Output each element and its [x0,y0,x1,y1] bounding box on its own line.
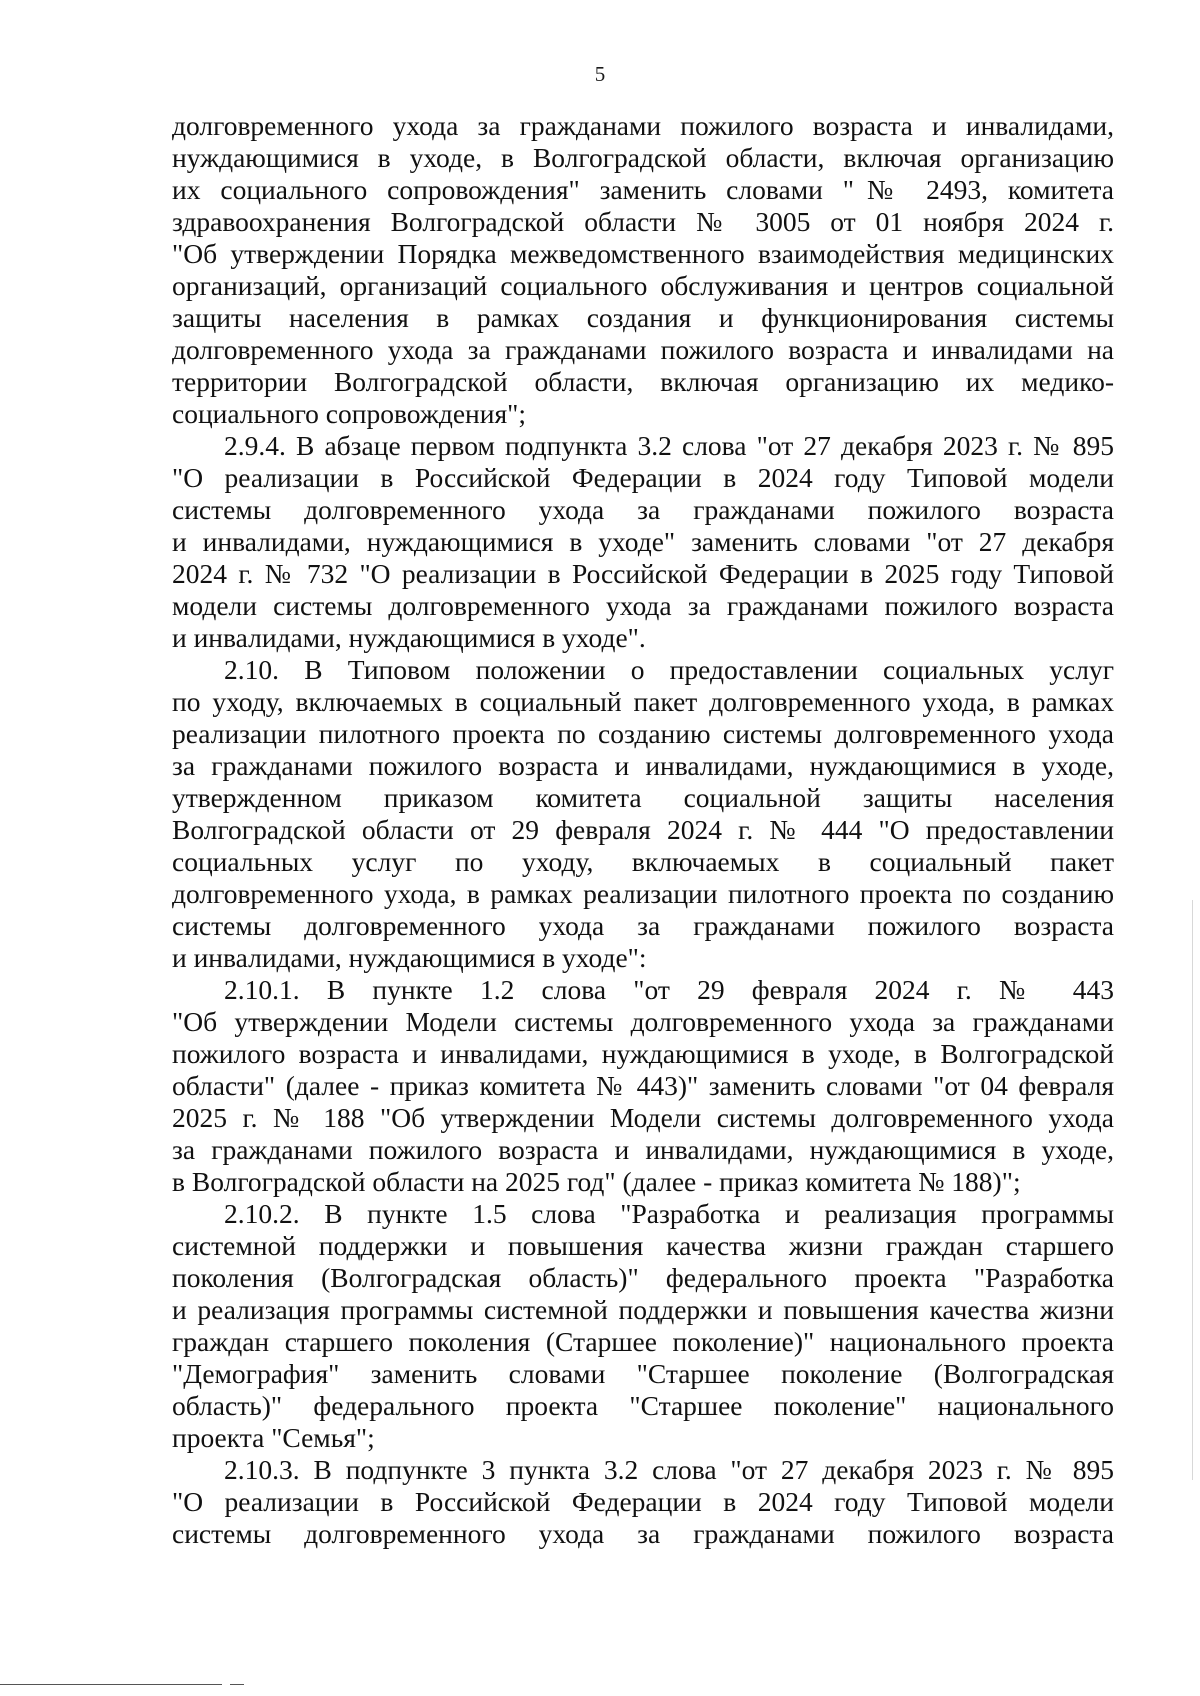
text-line: "Об утверждении Модели системы долговременного ухода за гражданами [172,1006,1114,1037]
text-line: долговременного ухода за гражданами пожилого возраста и инвалидами на [172,334,1114,365]
document-body [172,110,1114,1550]
paragraph-first-line: 2.10.2. В пункте 1.5 слова "Разработка и реализация программы [224,1198,1114,1229]
text-line: в Волгоградской области на 2025 год" (далее - приказ комитета № 188)"; [172,1166,1021,1197]
text-line: системы долговременного ухода за гражданами пожилого возраста [172,1518,1114,1549]
text-line: системной поддержки и повышения качества жизни граждан старшего [172,1230,1114,1261]
text-line: долговременного ухода, в рамках реализации пилотного проекта по созданию [172,878,1114,909]
text-line: по уходу, включаемых в социальный пакет долговременного ухода, в рамках [172,686,1114,717]
text-line: социальных услуг по уходу, включаемых в социальный пакет [172,846,1114,877]
text-line: за гражданами пожилого возраста и инвалидами, нуждающимися в уходе, [172,750,1114,781]
text-line: их социального сопровождения" заменить словами "№ 2493, комитета [172,174,1114,205]
text-line: системы долговременного ухода за гражданами пожилого возраста [172,494,1114,525]
paragraph-first-line: 2.10. В Типовом положении о предоставлении социальных услуг [224,654,1114,685]
text-line: области" (далее - приказ комитета № 443)" заменить словами "от 04 февраля [172,1070,1114,1101]
text-line: "Демография" заменить словами "Старшее поколение (Волгоградская [172,1358,1114,1389]
text-line: область)" федерального проекта "Старшее поколение" национального [172,1390,1114,1421]
text-line: утвержденном приказом комитета социальной защиты населения [172,782,1114,813]
text-line: "Об утверждении Порядка межведомственного взаимодействия медицинских [172,238,1114,269]
text-line: 2025 г. № 188 "Об утверждении Модели системы долговременного ухода [172,1102,1114,1133]
text-line: пожилого возраста и инвалидами, нуждающимися в уходе, в Волгоградской [172,1038,1114,1069]
text-line: и реализация программы системной поддержки и повышения качества жизни [172,1294,1114,1325]
text-line: поколения (Волгоградская область)" федерального проекта "Разработка [172,1262,1114,1293]
page-number: 5 [594,62,606,86]
paragraph-first-line: 2.9.4. В абзаце первом подпункта 3.2 слова "от 27 декабря 2023 г. № 895 [224,430,1114,461]
text-line: за гражданами пожилого возраста и инвалидами, нуждающимися в уходе, [172,1134,1114,1165]
text-line: и инвалидами, нуждающимися в уходе". [172,622,646,653]
paragraph-first-line: 2.10.3. В подпункте 3 пункта 3.2 слова "от 27 декабря 2023 г. № 895 [224,1454,1114,1485]
text-line: граждан старшего поколения (Старшее поколение)" национального проекта [172,1326,1114,1357]
text-line: проекта "Семья"; [172,1422,375,1453]
text-line: социального сопровождения"; [172,398,526,429]
text-line: и инвалидами, нуждающимися в уходе": [172,942,647,973]
footer-rule [0,1684,222,1685]
text-line: нуждающимися в уходе, в Волгоградской области, включая организацию [172,142,1114,173]
text-line: Волгоградской области от 29 февраля 2024 г. № 444 "О предоставлении [172,814,1114,845]
text-line: системы долговременного ухода за гражданами пожилого возраста [172,910,1114,941]
text-line: и инвалидами, нуждающимися в уходе" заменить словами "от 27 декабря [172,526,1114,557]
paragraph-first-line: 2.10.1. В пункте 1.2 слова "от 29 февраля 2024 г. № 443 [224,974,1114,1005]
text-line: территории Волгоградской области, включая организацию их медико- [172,366,1114,397]
text-line: 2024 г. № 732 "О реализации в Российской Федерации в 2025 году Типовой [172,558,1114,589]
text-line: модели системы долговременного ухода за гражданами пожилого возраста [172,590,1114,621]
text-line: долговременного ухода за гражданами пожилого возраста и инвалидами, [172,110,1114,141]
text-line: защиты населения в рамках создания и функционирования системы [172,302,1114,333]
text-line: "О реализации в Российской Федерации в 2024 году Типовой модели [172,1486,1114,1517]
text-line: реализации пилотного проекта по созданию системы долговременного ухода [172,718,1114,749]
text-line: "О реализации в Российской Федерации в 2024 году Типовой модели [172,462,1114,493]
text-line: здравоохранения Волгоградской области № 3005 от 01 ноября 2024 г. [172,206,1114,237]
footer-dash [230,1684,244,1685]
text-line: организаций, организаций социального обслуживания и центров социальной [172,270,1114,301]
scan-edge-mark [1192,900,1193,1480]
